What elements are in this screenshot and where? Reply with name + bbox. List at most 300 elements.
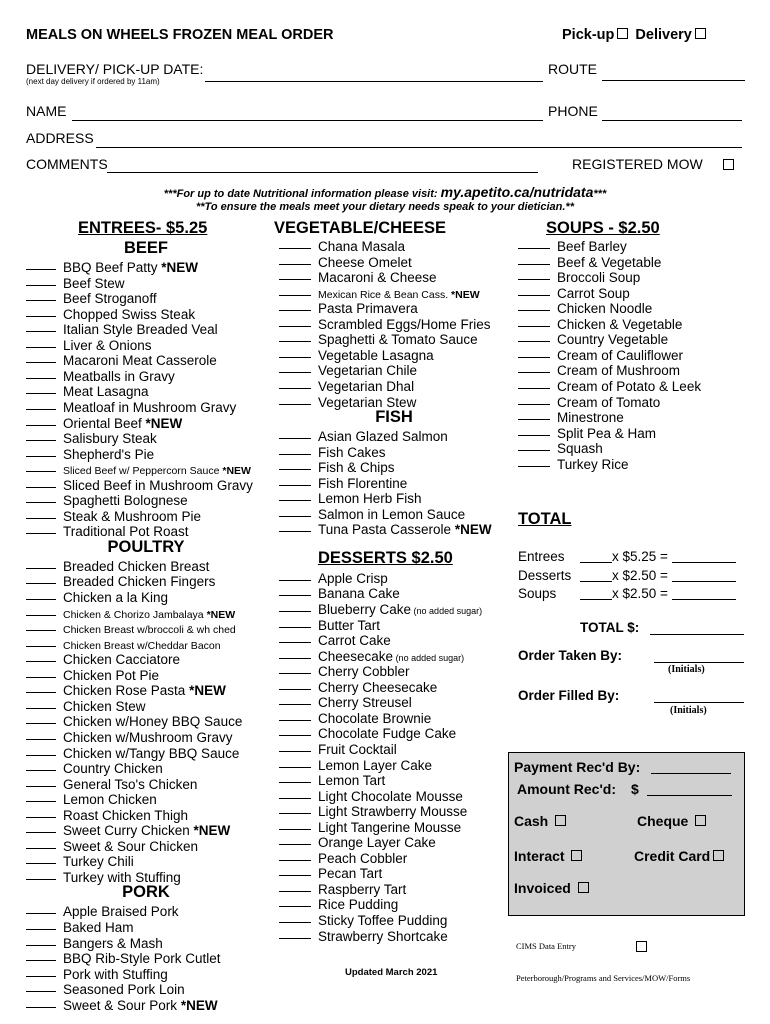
item-name: Country Chicken: [63, 761, 163, 777]
quantity-blank[interactable]: [279, 459, 311, 470]
menu-item-spaghetti-bolognese: [26, 492, 188, 508]
menu-item-breaded-chicken-breast: [26, 558, 209, 574]
new-tag: *NEW: [185, 683, 226, 699]
quantity-blank[interactable]: [279, 725, 311, 736]
quantity-blank[interactable]: [26, 415, 56, 426]
item-name: Light Tangerine Mousse: [318, 819, 462, 835]
menu-item-chocolate-fudge-cake: [279, 725, 456, 741]
menu-item-strawberry-shortcake: [279, 928, 448, 944]
route-label: ROUTE: [548, 61, 597, 77]
item-name: Breaded Chicken Fingers: [63, 574, 216, 590]
menu-item-roast-chicken-thigh: [26, 807, 188, 823]
credit-option[interactable]: [634, 848, 727, 864]
quantity-blank[interactable]: [518, 440, 550, 451]
veg-heading: VEGETABLE/CHEESE: [274, 219, 447, 237]
item-name: Light Chocolate Mousse: [318, 788, 463, 804]
interact-checkbox[interactable]: [571, 850, 582, 861]
menu-item-apple-crisp: [279, 570, 388, 586]
menu-item-salisbury-steak: [26, 430, 157, 446]
quantity-blank[interactable]: [26, 446, 56, 457]
menu-item-cream-of-tomato: [518, 394, 660, 410]
menu-item-cherry-cheesecake: [279, 679, 437, 695]
quantity-blank[interactable]: [26, 337, 56, 348]
quantity-blank[interactable]: [26, 853, 56, 864]
route-input-line[interactable]: [602, 80, 745, 81]
quantity-blank[interactable]: [279, 521, 311, 532]
item-name: Peach Cobbler: [318, 850, 408, 866]
quantity-blank[interactable]: [279, 490, 311, 501]
menu-item-chicken-cacciatore: [26, 651, 180, 667]
quantity-blank[interactable]: [518, 394, 550, 405]
item-name: Minestrone: [557, 410, 624, 426]
quantity-blank[interactable]: [26, 776, 56, 787]
quantity-blank[interactable]: [279, 694, 311, 705]
item-name: General Tso's Chicken: [63, 776, 198, 792]
item-name: Cherry Streusel: [318, 695, 412, 711]
menu-item-light-chocolate-mousse: [279, 788, 463, 804]
quantity-blank[interactable]: [26, 259, 56, 270]
subtotal-line[interactable]: [672, 587, 736, 600]
quantity-blank[interactable]: [26, 919, 56, 930]
item-name: Salisbury Steak: [63, 431, 157, 447]
menu-item-pasta-primavera: [279, 300, 418, 316]
quantity-blank[interactable]: [518, 238, 550, 249]
quantity-blank[interactable]: [279, 269, 311, 280]
quantity-blank[interactable]: [26, 682, 56, 693]
menu-item-chopped-swiss-steak: [26, 306, 195, 322]
quantity-blank[interactable]: [279, 428, 311, 439]
quantity-blank[interactable]: [518, 269, 550, 280]
menu-item-scrambled-eggs-home-fries: [279, 316, 491, 332]
soups-heading: SOUPS - $2.50: [546, 219, 660, 237]
menu-item-chicken-stew: [26, 698, 146, 714]
item-name: Chana Masala: [318, 239, 406, 254]
entrees-heading: ENTREES- $5.25: [78, 219, 208, 237]
item-name: Spaghetti Bolognese: [63, 493, 188, 509]
item-name: Fish Florentine: [318, 475, 408, 491]
total-row-label: Soups: [518, 586, 557, 601]
menu-item-raspberry-tart: [279, 881, 406, 897]
menu-item-lemon-chicken: [26, 791, 157, 807]
menu-item-sticky-toffee-pudding: [279, 912, 447, 928]
quantity-blank[interactable]: [279, 757, 311, 768]
quantity-blank[interactable]: [26, 352, 56, 363]
info-line-2: **To ensure the meals meet your dietary needs speak to your dietician.**: [195, 201, 574, 213]
cash-checkbox[interactable]: [555, 815, 566, 826]
new-tag: *NEW: [189, 823, 231, 839]
menu-item-cream-of-mushroom: [518, 362, 680, 378]
quantity-blank[interactable]: [518, 425, 550, 436]
menu-item-fish-chips: [279, 459, 395, 475]
credit-checkbox[interactable]: [713, 850, 724, 861]
quantity-blank[interactable]: [26, 290, 56, 301]
quantity-blank[interactable]: [26, 935, 56, 946]
menu-item-fruit-cocktail: [279, 741, 397, 757]
nutrition-link[interactable]: my.apetito.ca/nutridata: [440, 184, 594, 200]
quantity-blank[interactable]: [26, 838, 56, 849]
menu-item-apple-braised-pork: [26, 903, 179, 919]
menu-item-breaded-chicken-fingers: [26, 573, 215, 589]
item-name: Oriental Beef: [63, 415, 142, 431]
filled-initials: (Initials): [670, 705, 707, 716]
menu-item-vegetable-lasagna: [279, 347, 434, 363]
quantity-blank[interactable]: [26, 807, 56, 818]
quantity-blank[interactable]: [279, 601, 311, 612]
quantity-blank[interactable]: [26, 903, 56, 914]
item-name: Cream of Tomato: [557, 394, 661, 410]
quantity-blank[interactable]: [26, 368, 56, 379]
new-tag: *NEW: [219, 465, 251, 478]
item-name: Butter Tart: [318, 617, 381, 633]
quantity-blank[interactable]: [279, 475, 311, 486]
menu-item-general-tso-s-chicken: [26, 776, 197, 792]
quantity-blank[interactable]: [518, 347, 550, 358]
menu-item-chicken-vegetable: [518, 316, 682, 332]
item-name: Split Pea & Ham: [557, 425, 657, 441]
quantity-blank[interactable]: [26, 760, 56, 771]
menu-item-cream-of-potato-leek: [518, 378, 701, 394]
menu-item-chicken-w-tangy-bbq-sauce: [26, 745, 239, 761]
quantity-blank[interactable]: [26, 430, 56, 441]
item-name: Sweet & Sour Chicken: [63, 838, 199, 854]
menu-item-shepherd-s-pie: [26, 446, 154, 462]
menu-item-lemon-tart: [279, 772, 385, 788]
quantity-blank[interactable]: [279, 300, 311, 311]
quantity-blank[interactable]: [279, 254, 311, 265]
quantity-blank[interactable]: [279, 788, 311, 799]
item-note: (no added sugar): [393, 652, 465, 663]
menu-item-chicken-w-mushroom-gravy: [26, 729, 233, 745]
quantity-blank[interactable]: [26, 981, 56, 992]
quantity-blank[interactable]: [279, 331, 311, 342]
item-name: Cheesecake: [318, 648, 394, 664]
quantity-blank[interactable]: [26, 729, 56, 740]
item-name: Chocolate Brownie: [318, 710, 432, 726]
quantity-blank[interactable]: [518, 409, 550, 420]
quantity-blank[interactable]: [26, 306, 56, 317]
quantity-blank[interactable]: [279, 865, 311, 876]
item-name: Meatloaf in Mushroom Gravy: [63, 399, 237, 415]
quantity-blank[interactable]: [26, 869, 56, 880]
total-dollar-line[interactable]: [650, 634, 744, 635]
item-name: Vegetable Lasagna: [318, 347, 434, 363]
item-name: Squash: [557, 441, 603, 457]
phone-label: PHONE: [548, 103, 598, 119]
quantity-blank[interactable]: [26, 321, 56, 332]
menu-item-lemon-herb-fish: [279, 490, 422, 506]
menu-item-turkey-chili: [26, 853, 134, 869]
menu-item-chocolate-brownie: [279, 710, 431, 726]
date-input-line[interactable]: [205, 81, 543, 82]
quantity-blank[interactable]: [279, 506, 311, 517]
menu-item-macaroni-cheese: [279, 269, 437, 285]
menu-item-meatballs-in-gravy: [26, 368, 175, 384]
quantity-blank[interactable]: [518, 285, 550, 296]
payment-recd-line[interactable]: [651, 773, 731, 774]
menu-item-rice-pudding: [279, 896, 398, 912]
quantity-blank[interactable]: [26, 605, 56, 616]
menu-item-pork-with-stuffing: [26, 966, 168, 982]
item-name: Country Vegetable: [557, 332, 669, 348]
menu-item-bbq-rib-style-pork-cutlet: [26, 950, 221, 966]
menu-item-country-chicken: [26, 760, 163, 776]
quantity-blank[interactable]: [279, 928, 311, 939]
quantity-blank[interactable]: [279, 285, 311, 296]
quantity-blank[interactable]: [26, 461, 56, 472]
pork-heading: PORK: [122, 883, 170, 902]
item-name: Liver & Onions: [63, 337, 152, 353]
item-name: Lemon Layer Cake: [318, 757, 433, 773]
cheque-option[interactable]: [637, 813, 709, 829]
item-name: Chopped Swiss Steak: [63, 306, 196, 322]
quantity-blank[interactable]: [26, 997, 56, 1008]
quantity-blank[interactable]: [26, 558, 56, 569]
name-label: NAME: [26, 103, 67, 119]
quantity-blank[interactable]: [26, 950, 56, 961]
quantity-blank[interactable]: [26, 713, 56, 724]
menu-item-macaroni-meat-casserole: [26, 352, 217, 368]
menu-item-chicken-noodle: [518, 300, 652, 316]
quantity-blank[interactable]: [26, 651, 56, 662]
quantity-blank[interactable]: [279, 378, 311, 389]
quantity-blank[interactable]: [26, 477, 56, 488]
item-name: Turkey Rice: [557, 456, 629, 472]
cims-checkbox[interactable]: [636, 941, 647, 952]
quantity-blank[interactable]: [279, 663, 311, 674]
item-name: Blueberry Cake: [318, 602, 412, 617]
quantity-blank[interactable]: [518, 456, 550, 467]
info-suffix: ***: [593, 188, 607, 200]
address-label: ADDRESS: [26, 130, 94, 146]
quantity-blank[interactable]: [26, 667, 56, 678]
quantity-blank[interactable]: [279, 819, 311, 830]
quantity-blank[interactable]: [279, 316, 311, 327]
menu-item-cherry-streusel: [279, 694, 412, 710]
date-note: (next day delivery if ordered by 11am): [26, 77, 160, 86]
item-name: Cherry Cheesecake: [318, 679, 438, 695]
order-taken-line[interactable]: [654, 662, 744, 663]
quantity-blank[interactable]: [279, 850, 311, 861]
menu-item-cherry-cobbler: [279, 663, 410, 679]
menu-item-beef-barley: [518, 238, 627, 254]
menu-item-tuna-pasta-casserole: [279, 521, 492, 537]
menu-item-chicken-pot-pie: [26, 667, 159, 683]
menu-item-split-pea-ham: [518, 425, 656, 441]
registered-checkbox[interactable]: [723, 159, 734, 170]
phone-input-line[interactable]: [602, 120, 742, 121]
quantity-blank[interactable]: [518, 254, 550, 265]
menu-item-chicken-w-honey-bbq-sauce: [26, 713, 242, 729]
menu-item-turkey-rice: [518, 456, 629, 472]
menu-item-cheese-omelet: [279, 254, 412, 270]
menu-item-vegetarian-chile: [279, 362, 417, 378]
quantity-blank[interactable]: [518, 316, 550, 327]
quantity-blank[interactable]: [26, 791, 56, 802]
quantity-blank[interactable]: [26, 492, 56, 503]
item-name: Beef Stew: [63, 275, 125, 291]
item-name: Vegetarian Dhal: [318, 378, 415, 394]
item-note: (no added sugar): [411, 606, 483, 616]
quantity-blank[interactable]: [279, 772, 311, 783]
fish-heading: FISH: [375, 408, 413, 427]
quantity-blank[interactable]: [26, 698, 56, 709]
qty-line[interactable]: [580, 587, 612, 600]
item-name: Vegetarian Stew: [318, 394, 417, 410]
quantity-blank[interactable]: [279, 679, 311, 690]
quantity-blank[interactable]: [279, 896, 311, 907]
item-name: Meat Lasagna: [63, 384, 149, 400]
order-filled-line[interactable]: [654, 702, 744, 703]
menu-item-italian-style-breaded-veal: [26, 321, 218, 337]
item-name: Sweet & Sour Pork: [63, 997, 178, 1013]
menu-item-broccoli-soup: [518, 269, 640, 285]
menu-item-bbq-beef-patty: [26, 259, 198, 275]
comments-input-line[interactable]: [107, 172, 538, 173]
item-name: Beef & Vegetable: [557, 254, 662, 270]
subtotal-line[interactable]: [672, 550, 736, 563]
item-name: Pecan Tart: [318, 866, 383, 882]
quantity-blank[interactable]: [518, 331, 550, 342]
quantity-blank[interactable]: [279, 803, 311, 814]
menu-item-sweet-curry-chicken: [26, 822, 230, 838]
menu-item-butter-tart: [279, 617, 380, 633]
item-name: Macaroni & Cheese: [318, 270, 437, 286]
invoiced-option[interactable]: [514, 880, 592, 896]
name-input-line[interactable]: [72, 120, 543, 121]
quantity-blank[interactable]: [26, 508, 56, 519]
quantity-blank[interactable]: [26, 966, 56, 977]
total-row-label: Entrees: [518, 549, 565, 564]
item-name: Cherry Cobbler: [318, 664, 410, 680]
item-name: Steak & Mushroom Pie: [63, 508, 202, 524]
quantity-blank[interactable]: [26, 636, 56, 647]
quantity-blank[interactable]: [279, 394, 311, 405]
new-tag: *NEW: [177, 997, 218, 1013]
payment-box: [508, 752, 745, 916]
quantity-blank[interactable]: [279, 444, 311, 455]
item-name: Chicken & Chorizo Jambalaya: [63, 608, 204, 621]
menu-item-light-tangerine-mousse: [279, 819, 461, 835]
menu-item-beef-stroganoff: [26, 290, 157, 306]
address-input-line[interactable]: [96, 147, 742, 148]
item-name: Orange Layer Cake: [318, 835, 436, 851]
menu-item-country-vegetable: [518, 331, 668, 347]
menu-item-peach-cobbler: [279, 850, 407, 866]
invoiced-checkbox[interactable]: [578, 882, 589, 893]
quantity-blank[interactable]: [279, 912, 311, 923]
menu-item-oriental-beef: [26, 415, 182, 431]
item-name: Chicken & Vegetable: [557, 316, 683, 332]
cheque-checkbox[interactable]: [695, 815, 706, 826]
quantity-blank[interactable]: [26, 399, 56, 410]
quantity-blank[interactable]: [518, 378, 550, 389]
quantity-blank[interactable]: [279, 347, 311, 358]
quantity-blank[interactable]: [279, 710, 311, 721]
payment-recd-label: Payment Rec'd By:: [514, 759, 641, 775]
item-name: Chicken a la King: [63, 590, 169, 605]
total-row-soups: [518, 586, 736, 601]
quantity-blank[interactable]: [26, 745, 56, 756]
delivery-checkbox[interactable]: [695, 28, 706, 39]
item-name: Fish & Chips: [318, 460, 395, 476]
comments-label: COMMENTS: [26, 156, 108, 172]
quantity-blank[interactable]: [26, 275, 56, 286]
menu-item-carrot-soup: [518, 285, 630, 301]
item-name: Fish Cakes: [318, 444, 386, 460]
quantity-blank[interactable]: [279, 617, 311, 628]
quantity-blank[interactable]: [279, 362, 311, 373]
quantity-blank[interactable]: [26, 620, 56, 631]
item-name: Sticky Toffee Pudding: [318, 913, 448, 928]
item-name: Bangers & Mash: [63, 935, 163, 951]
menu-item-carrot-cake: [279, 632, 391, 648]
quantity-blank[interactable]: [26, 383, 56, 394]
item-name: Pasta Primavera: [318, 301, 418, 317]
new-tag: *NEW: [157, 260, 199, 275]
item-name: Tuna Pasta Casserole: [318, 522, 452, 538]
cash-option[interactable]: [514, 813, 569, 829]
quantity-blank[interactable]: [518, 300, 550, 311]
menu-item-beef-stew: [26, 275, 125, 291]
quantity-blank[interactable]: [26, 822, 56, 833]
menu-item-steak-mushroom-pie: [26, 508, 201, 524]
item-name: Seasoned Pork Loin: [63, 982, 185, 998]
item-name: Sliced Beef w/ Peppercorn Sauce: [63, 465, 220, 478]
total-row-desserts: [518, 568, 736, 583]
amount-recd-line[interactable]: [647, 795, 732, 796]
menu-item-meatloaf-in-mushroom-gravy: [26, 399, 236, 415]
quantity-blank[interactable]: [279, 585, 311, 596]
quantity-blank[interactable]: [279, 741, 311, 752]
quantity-blank[interactable]: [279, 648, 311, 659]
menu-item-baked-ham: [26, 919, 134, 935]
cims-label: CIMS Data Entry: [516, 941, 576, 951]
amount-recd-label: Amount Rec'd:: [517, 781, 616, 797]
quantity-blank[interactable]: [279, 238, 311, 249]
item-name: Raspberry Tart: [318, 881, 407, 897]
quantity-blank[interactable]: [26, 589, 56, 600]
pickup-checkbox[interactable]: [617, 28, 628, 39]
item-name: Scrambled Eggs/Home Fries: [318, 316, 491, 332]
item-name: Salmon in Lemon Sauce: [318, 506, 466, 522]
item-name: Mexican Rice & Bean Cass.: [318, 288, 449, 301]
qty-line[interactable]: [580, 550, 612, 563]
qty-line[interactable]: [580, 569, 612, 582]
forms-path: Peterborough/Programs and Services/MOW/Forms: [516, 973, 691, 983]
quantity-blank[interactable]: [26, 573, 56, 584]
item-name: Chicken Pot Pie: [63, 667, 160, 683]
quantity-blank[interactable]: [279, 570, 311, 581]
menu-item-salmon-in-lemon-sauce: [279, 506, 465, 522]
quantity-blank[interactable]: [518, 362, 550, 373]
menu-item-lemon-layer-cake: [279, 757, 432, 773]
interact-option[interactable]: [514, 848, 585, 864]
invoiced-label: Invoiced: [514, 880, 571, 896]
updated-note: Updated March 2021: [345, 967, 438, 978]
info-line-1: [0, 184, 770, 200]
menu-item-pecan-tart: [279, 865, 382, 881]
item-name: Chocolate Fudge Cake: [318, 726, 457, 742]
quantity-blank[interactable]: [279, 881, 311, 892]
item-name: Meatballs in Gravy: [63, 368, 175, 384]
quantity-blank[interactable]: [279, 834, 311, 845]
subtotal-line[interactable]: [672, 569, 736, 582]
form-title: MEALS ON WHEELS FROZEN MEAL ORDER: [26, 27, 334, 43]
quantity-blank[interactable]: [279, 632, 311, 643]
quantity-blank[interactable]: [26, 523, 56, 534]
item-name: Lemon Chicken: [63, 792, 157, 808]
info-prefix: ***For up to date Nutritional information please visit:: [163, 188, 438, 200]
